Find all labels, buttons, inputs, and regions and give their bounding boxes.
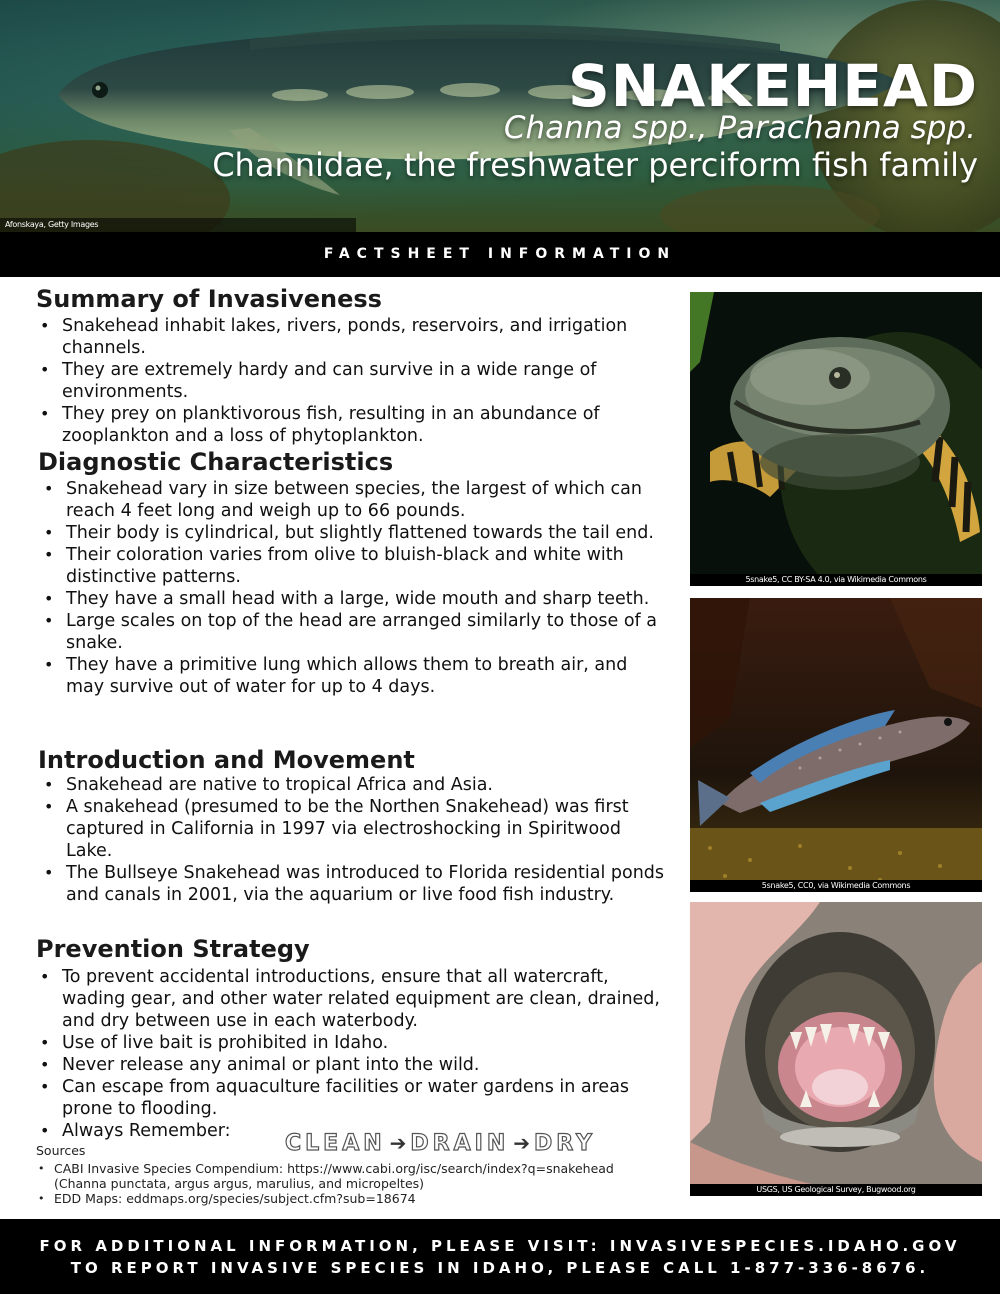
list-item: • They prey on planktivorous fish, resulting in an abundance of zooplankton and a loss of phytoplankton.: [36, 403, 661, 447]
source-item[interactable]: • CABI Invasive Species Compendium: https://www.cabi.org/isc/search/index?q=snakehead (Channa punctata, argus argus, marulius, and micropeltes): [36, 1161, 636, 1191]
list-item: • Large scales on top of the head are arranged similarly to those of a snake.: [40, 610, 665, 654]
list-item: • Their coloration varies from olive to bluish-black and white with distinctive patterns.: [40, 544, 665, 588]
photo-credit: 5snake5, CC BY-SA 4.0, via Wikimedia Commons: [690, 574, 982, 586]
list-item: • They have a small head with a large, wide mouth and sharp teeth.: [40, 588, 665, 610]
list-item: • The Bullseye Snakehead was introduced to Florida residential ponds and canals in 2001, via the aquarium or live food fish industry.: [40, 862, 665, 906]
list-item: • They are extremely hardy and can survive in a wide range of environments.: [36, 359, 661, 403]
factsheet-bar: FACTSHEET INFORMATION: [0, 232, 1000, 277]
snakehead-face-photo: [690, 292, 982, 586]
drain-word: DRAIN: [410, 1131, 510, 1156]
snakehead-mouth-photo: [690, 902, 982, 1196]
list-item: • Their body is cylindrical, but slightly flattened towards the tail end.: [40, 522, 665, 544]
sources-list: [36, 1161, 636, 1206]
sources-heading: Sources: [36, 1143, 86, 1158]
photo-credit: 5snake5, CC0, via Wikimedia Commons: [690, 880, 982, 892]
prevention-list: [36, 966, 661, 1142]
prevention-heading: Prevention Strategy: [36, 935, 310, 963]
footer-info-line[interactable]: FOR ADDITIONAL INFORMATION, PLEASE VISIT: INVASIVESPECIES.IDAHO.GOV: [39, 1237, 961, 1255]
family-name: Channidae, the freshwater perciform fish family: [212, 146, 978, 184]
photo-credit: USGS, US Geological Survey, Bugwood.org: [690, 1184, 982, 1196]
list-item: • A snakehead (presumed to be the Northen Snakehead) was first captured in California in 1997 via electroshocking in Spiritwood Lake.: [40, 796, 665, 862]
introduction-heading: Introduction and Movement: [38, 746, 415, 774]
hero-photo-credit: Afonskaya, Getty Images: [0, 218, 356, 232]
introduction-list: [40, 774, 665, 906]
footer-report-line[interactable]: TO REPORT INVASIVE SPECIES IN IDAHO, PLEASE CALL 1-877-336-8676.: [70, 1259, 930, 1277]
dry-word: DRY: [534, 1131, 596, 1156]
list-item: • Snakehead vary in size between species, the largest of which can reach 4 feet long and weigh up to 66 pounds.: [40, 478, 665, 522]
list-item: • Can escape from aquaculture facilities or water gardens in areas prone to flooding.: [36, 1076, 661, 1120]
summary-list: [36, 315, 661, 447]
list-item: • They have a primitive lung which allows them to breath air, and may survive out of water for up to 4 days.: [40, 654, 665, 698]
list-item: • Use of live bait is prohibited in Idaho.: [36, 1032, 661, 1054]
source-item[interactable]: • EDD Maps: eddmaps.org/species/subject.cfm?sub=18674: [36, 1191, 636, 1206]
list-item: • Never release any animal or plant into the wild.: [36, 1054, 661, 1076]
arrow-icon: ➔: [389, 1131, 407, 1155]
list-item: • Snakehead are native to tropical Africa and Asia.: [40, 774, 665, 796]
hero-banner: [0, 0, 1000, 232]
clean-drain-dry-logo: [285, 1131, 596, 1156]
diagnostic-list: [40, 478, 665, 698]
clean-word: CLEAN: [285, 1131, 386, 1156]
list-item: • To prevent accidental introductions, ensure that all watercraft, wading gear, and other water related equipment are clean, drained, and dry between use in each waterbody.: [36, 966, 661, 1032]
scientific-name: Channa spp., Parachanna spp.: [503, 110, 976, 146]
snakehead-side-photo: [690, 598, 982, 892]
list-item: • Always Remember:: [36, 1120, 661, 1142]
page-title: SNAKEHEAD: [568, 52, 978, 120]
list-item: • Snakehead inhabit lakes, rivers, ponds, reservoirs, and irrigation channels.: [36, 315, 661, 359]
arrow-icon: ➔: [513, 1131, 530, 1155]
footer-bar: [0, 1219, 1000, 1294]
summary-heading: Summary of Invasiveness: [36, 285, 382, 313]
diagnostic-heading: Diagnostic Characteristics: [38, 448, 394, 476]
